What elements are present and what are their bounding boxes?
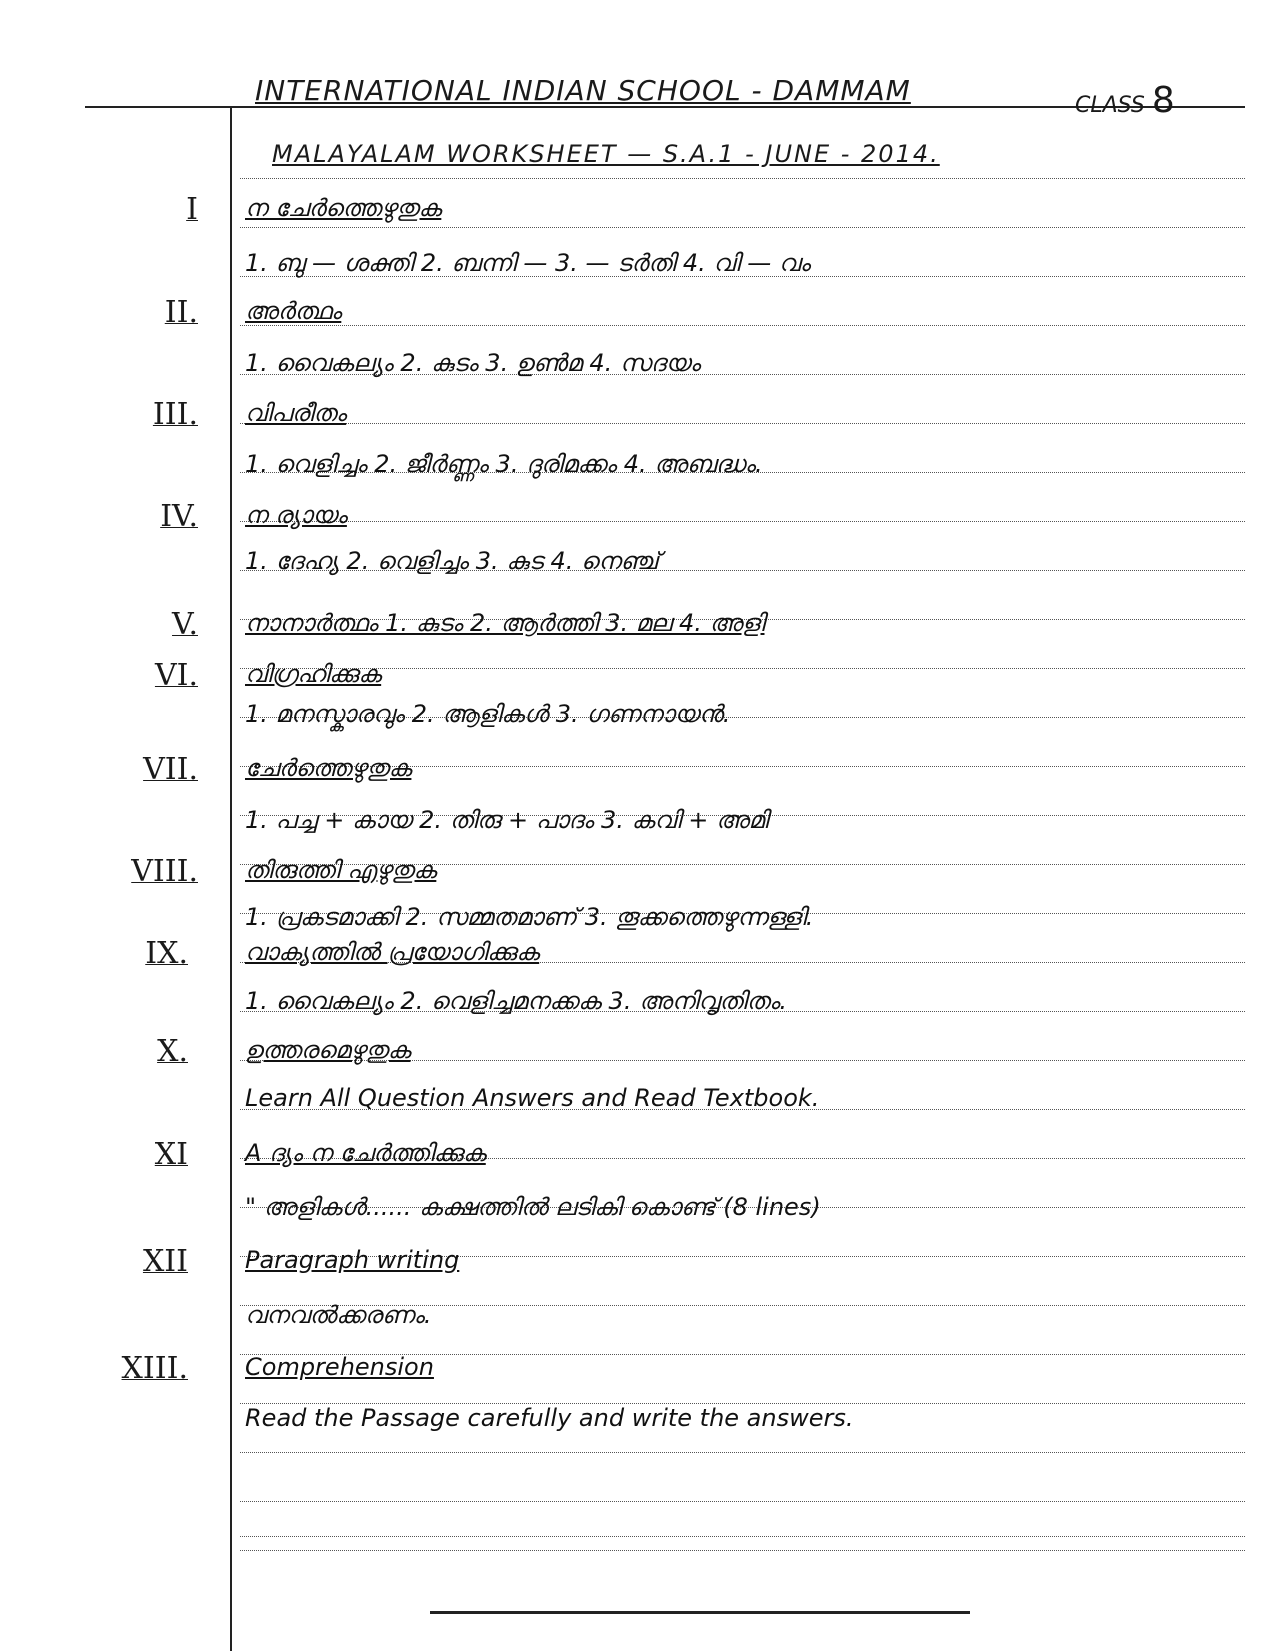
section-answers: 1. പ്രകടമാക്കി 2. സമ്മതമാണ് 3. തൂക്കത്തെഴുന്നള്ളി.	[245, 903, 814, 931]
ruled-line	[240, 521, 1245, 522]
class-label	[1075, 80, 1175, 121]
class-number: 8	[1151, 80, 1175, 121]
section-answers: വനവൽക്കരണം.	[245, 1301, 432, 1329]
class-text: CLASS	[1075, 93, 1145, 118]
section-number: VI.	[154, 658, 198, 693]
section-heading: തിരുത്തി എഴുതുക	[245, 856, 437, 884]
school-title: INTERNATIONAL INDIAN SCHOOL - DAMMAM	[255, 74, 911, 107]
ruled-line	[240, 1550, 1245, 1551]
section-answers: Learn All Question Answers and Read Textbook.	[245, 1084, 820, 1112]
section-number: VII.	[143, 752, 198, 787]
section-heading: വിഗ്രഹിക്കുക	[245, 660, 382, 688]
ruled-line	[240, 227, 1245, 228]
section-number: V.	[172, 607, 198, 642]
section-number: X.	[157, 1034, 188, 1069]
section-number: XII	[142, 1244, 188, 1279]
section-number: IX.	[145, 936, 188, 971]
section-number: I	[186, 192, 198, 227]
section-answers: 1. വെളിച്ചം 2. ജീർണ്ണം 3. ദുരിമക്കം 4. അബദ്ധം.	[245, 450, 763, 478]
section-number: VIII.	[131, 854, 198, 889]
section-answers: 1. മനസ്കാരവും 2. ആളികൾ 3. ഗണനായൻ.	[245, 700, 731, 728]
section-answers: 1. വൈകല്യം 2. വെളിച്ചമനക്കക 3. അനിവൃതിതം.	[245, 987, 788, 1015]
section-heading: അർത്ഥം	[245, 297, 342, 325]
section-answers: Read the Passage carefully and write the answers.	[245, 1404, 854, 1432]
section-heading: വിപരീതം	[245, 399, 347, 427]
section-number: XI	[154, 1137, 188, 1172]
section-number: XIII.	[121, 1351, 188, 1386]
ruled-line	[240, 668, 1245, 669]
section-heading: ചേർത്തെഴുതുക	[245, 754, 412, 782]
ruled-line	[240, 1536, 1245, 1537]
section-answers: 1. ദേഹ്യ 2. വെളിച്ചം 3. കുട 4. നെഞ്ച്	[245, 547, 659, 575]
section-answers: 1. വൈകല്യം 2. കുടം 3. ഉൺമ 4. സദയം	[245, 349, 701, 377]
ruled-line	[240, 325, 1245, 326]
section-number: II.	[164, 295, 198, 330]
section-heading: വാക്യത്തിൽ പ്രയോഗിക്കുക	[245, 938, 540, 966]
section-heading: ന ര്യായം	[245, 501, 347, 529]
section-heading: A ദ്യം ന ചേർത്തിക്കുക	[245, 1139, 486, 1167]
section-heading: Comprehension	[245, 1353, 434, 1381]
section-number: IV.	[160, 499, 198, 534]
section-number: III.	[152, 397, 198, 432]
ruled-line	[240, 1452, 1245, 1453]
ruled-line	[240, 423, 1245, 424]
section-heading: Paragraph writing	[245, 1246, 460, 1274]
worksheet-title: MALAYALAM WORKSHEET — S.A.1 - JUNE - 2014.	[272, 140, 940, 168]
ruled-line	[240, 1501, 1245, 1502]
end-stroke	[430, 1611, 970, 1614]
section-answers: 1. ബു — ശക്തി 2. ബന്നി — 3. — ടർതി 4. വി — വം	[245, 249, 811, 277]
section-heading: ഉത്തരമെഴുതുക	[245, 1036, 411, 1064]
section-heading: ന ചേർത്തെഴുതുക	[245, 194, 442, 222]
section-answers: 1. പച്ച + കായ 2. തിരു + പാദം 3. കവി + അമി	[245, 806, 768, 834]
section-answers: " അളികൾ...... കക്ഷത്തിൽ ലടികി കൊണ്ട് (8 lines)	[245, 1193, 821, 1221]
ruled-line	[240, 178, 1245, 179]
section-heading: നാനാർത്ഥം 1. കുടം 2. ആർത്തി 3. മല 4. അളി	[245, 609, 765, 637]
margin-line	[230, 106, 232, 1651]
